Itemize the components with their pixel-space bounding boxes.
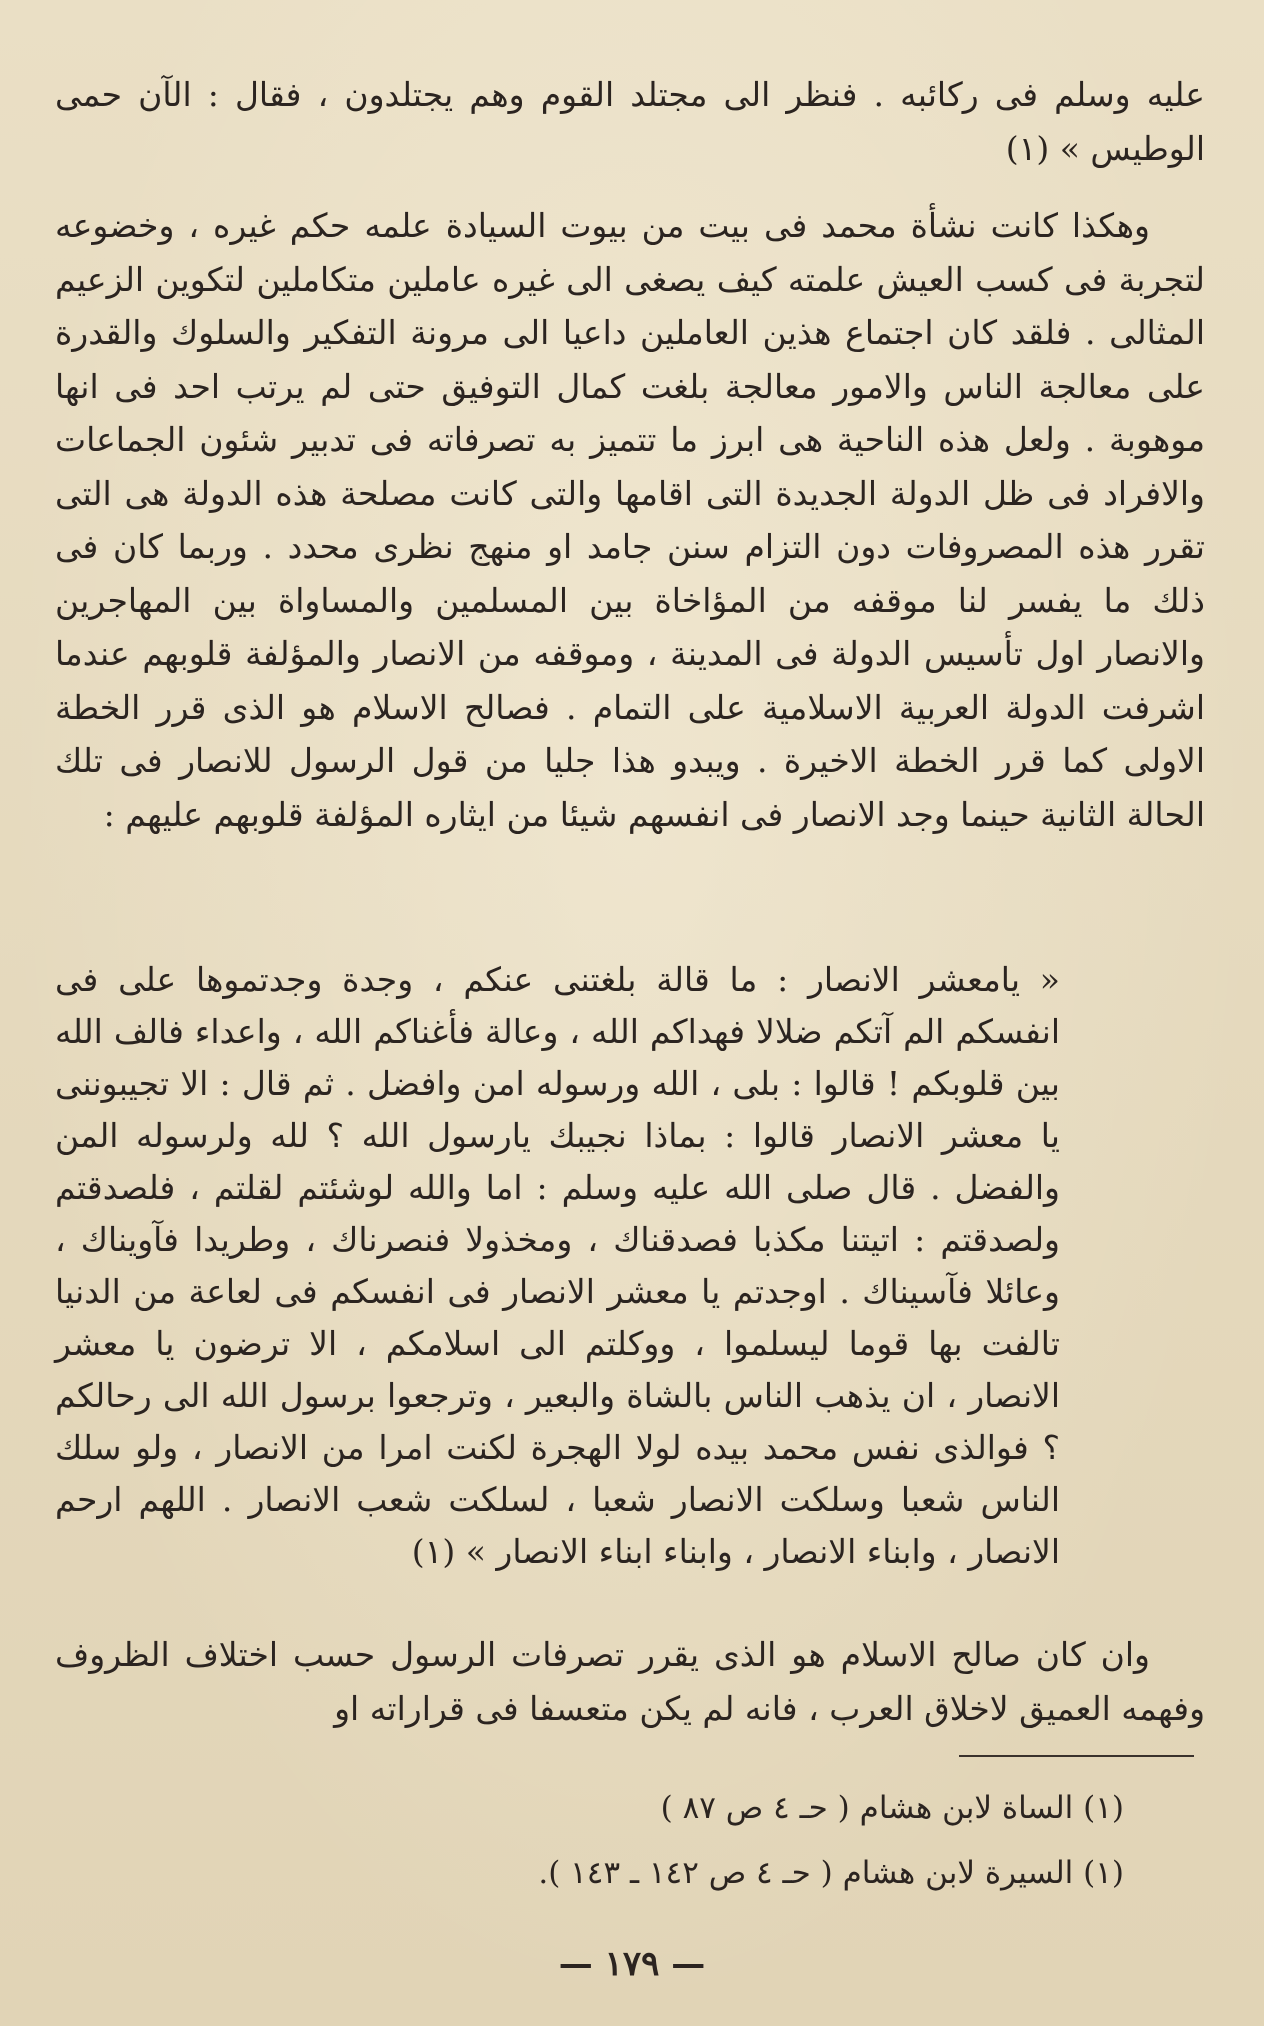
quotation-block (55, 921, 1060, 1611)
main-paragraph (55, 199, 1205, 841)
paragraph-2-text: وان كان صالح الاسلام هو الذى يقرر تصرفات الرسول حسب اختلاف الظروف وفهمه العميق لاخلاق العرب ، فانه لم يكن متعسفا فى قراراته او (55, 1635, 1205, 1728)
closing-paragraph (55, 1628, 1205, 1735)
footnote-divider (959, 1755, 1194, 1757)
quotation-text: « يامعشر الانصار : ما قالة بلغتنى عنكم ، وجدة وجدتموها على فى انفسكم الم آتكم ضلالا فهداكم الله ، وعالة فأغناكم الله ، واعداء فالف الله بين قلوبكم ! قالوا : بلى ، الله ورسوله امن وافضل . ثم قال : الا تجيبوننى يا معشر الانصار قالوا : بماذا نجيبك يارسول الله ؟ لله ولرسوله المن والفضل . قال صلى الله عليه وسلم : اما والله لوشئتم لقلتم ، فلصدقتم ولصدقتم : اتيتنا مكذبا فصدقناك ، ومخذولا فنصرناك ، وطريدا فآويناك ، وعائلا فآسيناك . اوجدتم يا معشر الانصار فى انفسكم فى لعاعة من الدنيا تالفت بها قوما ليسلموا ، ووكلتم الى اسلامكم ، الا ترضون يا معشر الانصار ، ان يذهب الناس بالشاة والبعير ، وترجعوا برسول الله الى رحالكم ؟ فوالذى نفس محمد بيده لولا الهجرة لكنت امرا من الانصار ، ولو سلك الناس شعبا وسلكت الانصار شعبا ، لسلكت شعب الانصار . اللهم ارحم الانصار ، وابناء الانصار ، وابناء ابناء الانصار » (١) (55, 960, 1060, 1571)
page-number: — ١٧٩ — (558, 1944, 706, 1984)
footnote-1: (١) الساة لابن هشام ( حـ ٤ ص ٨٧ ) (660, 1790, 1124, 1826)
opening-text: عليه وسلم فى ركائبه . فنظر الى مجتلد القوم وهم يجتلدون ، فقال : الآن حمى الوطيس » (١) (55, 75, 1205, 168)
paragraph-1-text: وهكذا كانت نشأة محمد فى بيت من بيوت السيادة علمه حكم غيره ، وخضوعه لتجربة فى كسب العيش علمته كيف يصغى الى غيره عاملين متكاملين لتكوين الزعيم المثالى . فلقد كان اجتماع هذين العاملين داعيا الى مرونة التفكير والسلوك والقدرة على معالجة الناس والامور معالجة بلغت كمال التوفيق حتى لم يرتب احد فى انها موهوبة . ولعل هذه الناحية هى ابرز ما تتميز به تصرفاته فى تدبير شئون الجماعات والافراد فى ظل الدولة الجديدة التى اقامها والتى كانت مصلحة هذه الدولة هى التى تقرر هذه المصروفات دون التزام سنن جامد او منهج نظرى محدد . وربما كان فى ذلك ما يفسر لنا موقفه من المؤاخاة بين المسلمين والمساواة بين المهاجرين والانصار اول تأسيس الدولة فى المدينة ، وموقفه من الانصار والمؤلفة قلوبهم عندما اشرفت الدولة العربية الاسلامية على التمام . فصالح الاسلام هو الذى قرر الخطة الاولى كما قرر الخطة الاخيرة . ويبدو هذا جليا من قول الرسول للانصار فى تلك الحالة الثانية حينما وجد الانصار فى انفسهم شيئا من ايثاره المؤلفة قلوبهم عليهم : (55, 206, 1205, 834)
footnote-2: (١) السيرة لابن هشام ( حـ ٤ ص ١٤٢ ـ ١٤٣ ). (538, 1855, 1124, 1891)
opening-paragraph (55, 68, 1205, 175)
